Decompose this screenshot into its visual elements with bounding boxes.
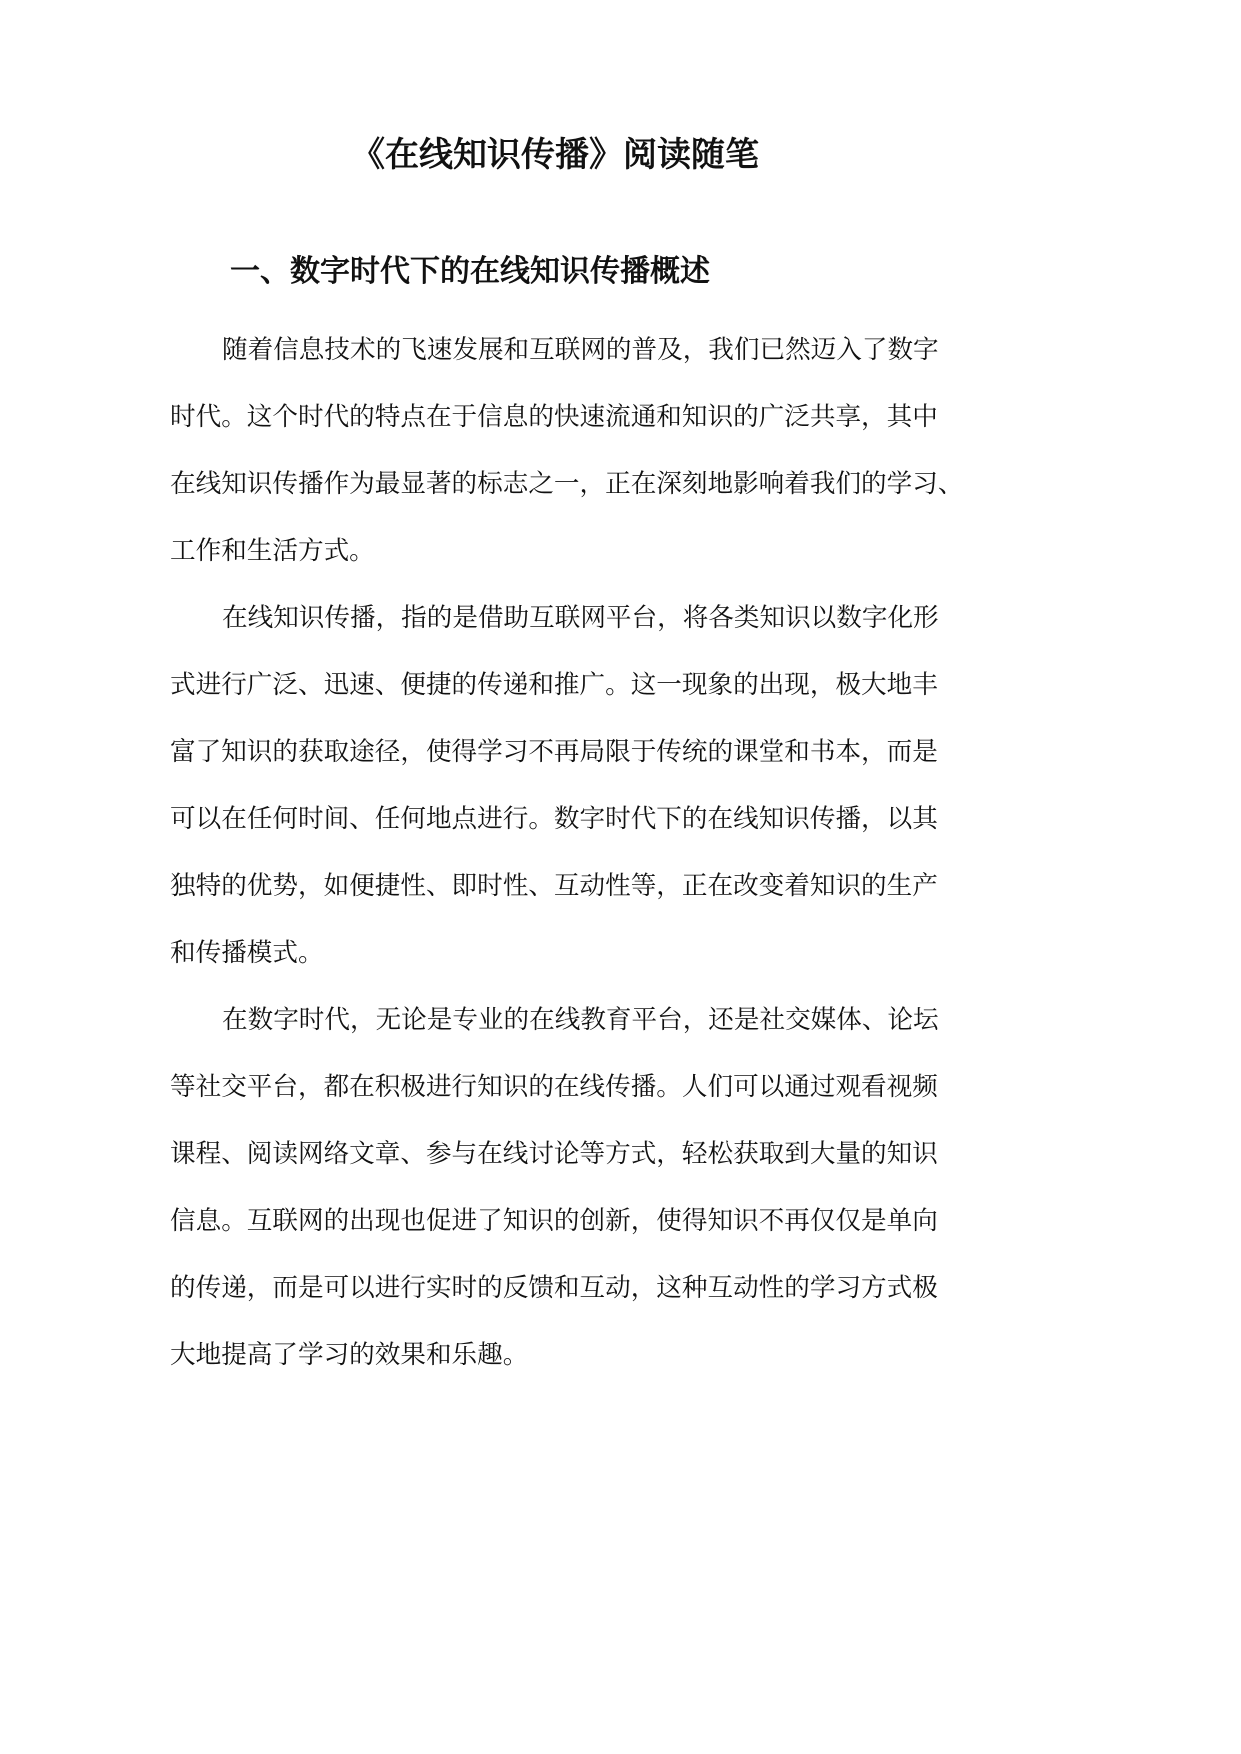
text-line: 式进行广泛、迅速、便捷的传递和推广。这一现象的出现，极大地丰 bbox=[170, 670, 938, 700]
text-line: 等社交平台，都在积极进行知识的在线传播。人们可以通过观看视频 bbox=[170, 1072, 938, 1102]
text-line: 的传递，而是可以进行实时的反馈和互动，这种互动性的学习方式极 bbox=[170, 1273, 938, 1303]
text-line: 和传播模式。 bbox=[170, 938, 324, 968]
text-line: 大地提高了学习的效果和乐趣。 bbox=[170, 1340, 529, 1370]
text-line: 时代。这个时代的特点在于信息的快速流通和知识的广泛共享，其中 bbox=[170, 402, 938, 432]
paragraph bbox=[170, 987, 1000, 1389]
text-line: 在数字时代，无论是专业的在线教育平台，还是社交媒体、论坛 bbox=[222, 1005, 939, 1035]
text-line: 可以在任何时间、任何地点进行。数字时代下的在线知识传播，以其 bbox=[170, 804, 938, 834]
text-line: 在线知识传播，指的是借助互联网平台，将各类知识以数字化形 bbox=[222, 603, 939, 633]
text-line: 独特的优势，如便捷性、即时性、互动性等，正在改变着知识的生产 bbox=[170, 871, 938, 901]
section-heading: 一、数字时代下的在线知识传播概述 bbox=[230, 254, 710, 289]
text-line: 工作和生活方式。 bbox=[170, 536, 375, 566]
document-title: 《在线知识传播》阅读随笔 bbox=[351, 135, 759, 175]
text-line: 富了知识的获取途径，使得学习不再局限于传统的课堂和书本，而是 bbox=[170, 737, 938, 767]
text-line: 在线知识传播作为最显著的标志之一，正在深刻地影响着我们的学习、 bbox=[170, 469, 964, 499]
text-line: 随着信息技术的飞速发展和互联网的普及，我们已然迈入了数字 bbox=[222, 335, 939, 365]
paragraph bbox=[170, 317, 1000, 585]
document-body bbox=[170, 317, 1000, 1389]
text-line: 信息。互联网的出现也促进了知识的创新，使得知识不再仅仅是单向 bbox=[170, 1206, 938, 1236]
text-line: 课程、阅读网络文章、参与在线讨论等方式，轻松获取到大量的知识 bbox=[170, 1139, 938, 1169]
paragraph bbox=[170, 585, 1000, 987]
